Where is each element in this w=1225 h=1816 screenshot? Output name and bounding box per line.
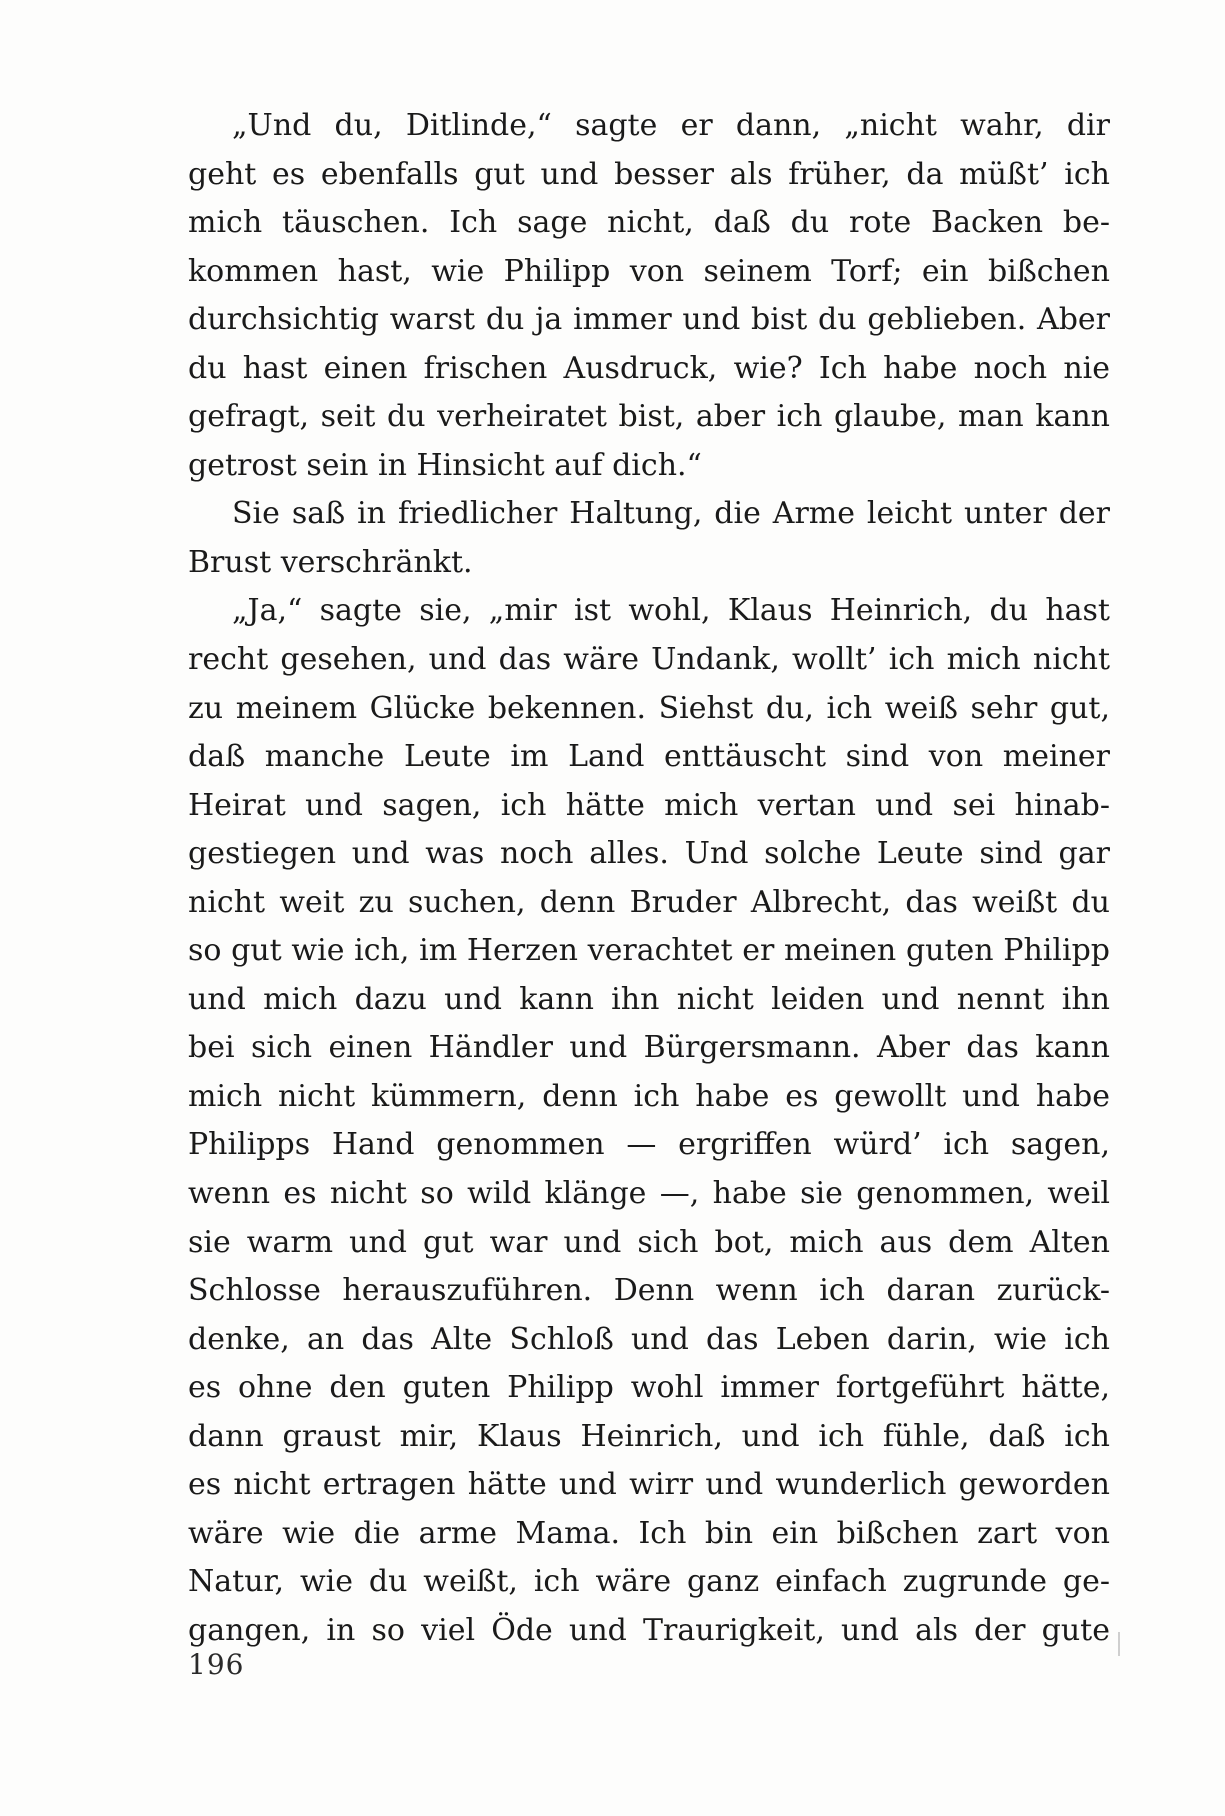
text-line-7: gefragt, seit du verheiratet bist, aber ich glaube, man kann: [188, 399, 1110, 435]
text-line-13: zu meinem Glücke bekennen. Siehst du, ich weiß sehr gut,: [188, 690, 1110, 726]
page-number: 196: [188, 1648, 245, 1681]
text-line-1: „Und du, Ditlinde,“ sagte er dann, „nicht wahr, dir: [232, 108, 1110, 143]
text-line-8: getrost sein in Hinsicht auf dich.“: [188, 447, 702, 483]
text-line-15: Heirat und sagen, ich hätte mich vertan und sei hinab-: [188, 787, 1110, 823]
text-line-19: und mich dazu und kann ihn nicht leiden und nennt ihn: [188, 981, 1110, 1017]
text-line-29: es nicht ertragen hätte und wirr und wunderlich geworden: [188, 1467, 1110, 1503]
text-line-24: sie warm und gut war und sich bot, mich aus dem Alten: [188, 1224, 1110, 1260]
text-line-4: kommen hast, wie Philipp von seinem Torf; ein bißchen: [188, 253, 1110, 289]
text-line-28: dann graust mir, Klaus Heinrich, und ich fühle, daß ich: [188, 1418, 1110, 1454]
text-line-16: gestiegen und was noch alles. Und solche Leute sind gar: [188, 836, 1110, 872]
text-line-26: denke, an das Alte Schloß und das Leben darin, wie ich: [188, 1321, 1110, 1357]
text-line-2: geht es ebenfalls gut und besser als früher, da müßt’ ich: [188, 156, 1110, 192]
scan-speck: [1118, 1632, 1120, 1656]
text-line-18: so gut wie ich, im Herzen verachtet er meinen guten Philipp: [188, 933, 1110, 969]
text-line-14: daß manche Leute im Land enttäuscht sind von meiner: [188, 739, 1110, 775]
text-line-5: durchsichtig warst du ja immer und bist du geblieben. Aber: [188, 302, 1110, 338]
text-line-11: „Ja,“ sagte sie, „mir ist wohl, Klaus Heinrich, du hast: [232, 593, 1110, 629]
text-line-12: recht gesehen, und das wäre Undank, wollt’ ich mich nicht: [188, 642, 1110, 678]
text-line-17: nicht weit zu suchen, denn Bruder Albrecht, das weißt du: [188, 884, 1110, 920]
text-line-22: Philipps Hand genommen — ergriffen würd’ ich sagen,: [188, 1127, 1110, 1163]
text-line-27: es ohne den guten Philipp wohl immer fortgeführt hätte,: [188, 1370, 1110, 1406]
text-line-31: Natur, wie du weißt, ich wäre ganz einfach zugrunde ge-: [188, 1564, 1110, 1600]
text-line-6: du hast einen frischen Ausdruck, wie? Ich habe noch nie: [188, 350, 1110, 386]
text-line-25: Schlosse herauszuführen. Denn wenn ich daran zurück-: [188, 1273, 1110, 1309]
text-line-21: mich nicht kümmern, denn ich habe es gewollt und habe: [188, 1078, 1110, 1114]
text-line-23: wenn es nicht so wild klänge —, habe sie genommen, weil: [188, 1176, 1110, 1212]
text-line-3: mich täuschen. Ich sage nicht, daß du rote Backen be-: [188, 205, 1110, 241]
page-body-text: [188, 102, 1110, 1656]
text-line-20: bei sich einen Händler und Bürgersmann. Aber das kann: [188, 1030, 1110, 1066]
text-line-32: gangen, in so viel Öde und Traurigkeit, und als der gute: [188, 1612, 1110, 1648]
text-line-10: Brust verschränkt.: [188, 544, 473, 580]
text-line-30: wäre wie die arme Mama. Ich bin ein bißchen zart von: [188, 1515, 1110, 1551]
text-line-9: Sie saß in friedlicher Haltung, die Arme leicht unter der: [232, 496, 1110, 532]
